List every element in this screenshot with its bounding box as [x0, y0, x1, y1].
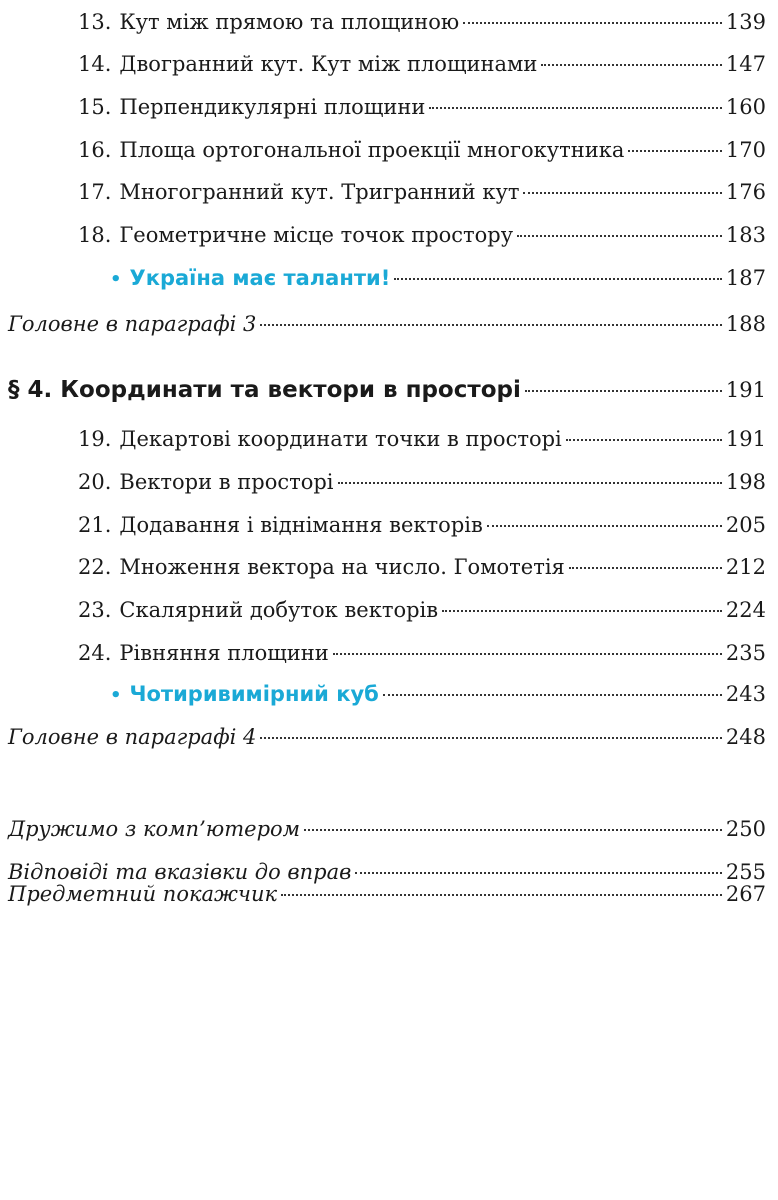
entry-title: Многогранний кут. Тригранний кут	[119, 180, 520, 204]
toc-summary-entry	[8, 815, 766, 843]
entry-page: 187	[725, 266, 766, 290]
toc-entry	[78, 93, 766, 121]
dot-leader	[333, 653, 722, 655]
toc-entry	[78, 639, 766, 667]
entry-title: Дружимо з комп’ютером	[8, 817, 301, 841]
entry-title: Відповіді та вказівки до вправ	[8, 860, 352, 884]
entry-page: 139	[725, 10, 766, 34]
section-title: § 4. Координати та вектори в просторі	[8, 377, 521, 403]
entry-number: 17.	[78, 180, 112, 204]
entry-title: Кут між прямою та площиною	[119, 10, 460, 34]
dot-leader	[525, 390, 722, 392]
entry-page: 191	[725, 378, 766, 402]
entry-number: 20.	[78, 470, 112, 494]
entry-page: 212	[725, 555, 766, 579]
entry-page: 191	[725, 427, 766, 451]
entry-title: Головне в параграфі 3	[8, 312, 257, 336]
dot-leader	[355, 872, 722, 874]
dot-leader	[394, 278, 722, 280]
toc-entry	[78, 553, 766, 581]
entry-title: Головне в параграфі 4	[8, 725, 257, 749]
toc-section-heading	[8, 376, 766, 404]
entry-page: 170	[725, 138, 766, 162]
dot-leader	[487, 525, 722, 527]
dot-leader	[429, 107, 722, 109]
entry-number: 14.	[78, 52, 112, 76]
entry-title: Множення вектора на число. Гомотетія	[119, 555, 565, 579]
dot-leader	[281, 894, 722, 896]
entry-page: 147	[725, 52, 766, 76]
entry-page: 183	[725, 223, 766, 247]
dot-leader	[569, 567, 722, 569]
entry-title: Декартові координати точки в просторі	[119, 427, 562, 451]
entry-page: 205	[725, 513, 766, 537]
entry-title: Геометричне місце точок простору	[119, 223, 514, 247]
entry-number: 19.	[78, 427, 112, 451]
toc-entry	[78, 511, 766, 539]
toc-entry	[78, 178, 766, 206]
entry-page: 248	[725, 725, 766, 749]
entry-number: 16.	[78, 138, 112, 162]
toc-entry	[78, 8, 766, 36]
toc-entry	[78, 596, 766, 624]
entry-number: 13.	[78, 10, 112, 34]
entry-page: 176	[725, 180, 766, 204]
dot-leader	[628, 150, 722, 152]
dot-leader	[566, 439, 722, 441]
toc-summary-entry	[8, 723, 766, 751]
entry-number: 18.	[78, 223, 112, 247]
entry-page: 160	[725, 95, 766, 119]
entry-page: 224	[725, 598, 766, 622]
entry-page: 267	[725, 882, 766, 906]
entry-title: Предметний покажчик	[8, 882, 278, 906]
entry-page: 255	[725, 860, 766, 884]
toc-entry	[78, 468, 766, 496]
entry-page: 243	[725, 682, 766, 706]
dot-leader	[517, 235, 722, 237]
toc-entry	[78, 221, 766, 249]
bullet-icon: •	[110, 685, 122, 706]
entry-title: Площа ортогональної проекції многокутника	[119, 138, 625, 162]
dot-leader	[541, 64, 722, 66]
toc-summary-entry	[8, 310, 766, 338]
entry-title: Перпендикулярні площини	[119, 95, 426, 119]
entry-page: 198	[725, 470, 766, 494]
dot-leader	[338, 482, 722, 484]
toc-entry	[78, 425, 766, 453]
entry-page: 250	[725, 817, 766, 841]
entry-title: Чотиривимірний куб	[129, 682, 379, 706]
dot-leader	[523, 192, 721, 194]
bullet-icon: •	[110, 269, 122, 290]
entry-title: Скалярний добуток векторів	[119, 598, 439, 622]
toc-summary-entry	[8, 880, 766, 908]
dot-leader	[383, 694, 722, 696]
entry-page: 235	[725, 641, 766, 665]
dot-leader	[463, 22, 722, 24]
entry-number: 15.	[78, 95, 112, 119]
entry-number: 23.	[78, 598, 112, 622]
toc-feature-entry	[110, 264, 766, 294]
entry-title: Двогранний кут. Кут між площинами	[119, 52, 538, 76]
dot-leader	[260, 737, 722, 739]
entry-title: Україна має таланти!	[129, 266, 391, 290]
entry-title: Рівняння площини	[119, 641, 329, 665]
toc-entry	[78, 136, 766, 164]
entry-title: Додавання і віднімання векторів	[119, 513, 483, 537]
entry-title: Вектори в просторі	[119, 470, 334, 494]
entry-number: 22.	[78, 555, 112, 579]
dot-leader	[260, 324, 722, 326]
entry-number: 21.	[78, 513, 112, 537]
dot-leader	[442, 610, 722, 612]
toc-feature-entry	[110, 680, 766, 710]
dot-leader	[304, 829, 722, 831]
entry-page: 188	[725, 312, 766, 336]
entry-number: 24.	[78, 641, 112, 665]
toc-entry	[78, 50, 766, 78]
